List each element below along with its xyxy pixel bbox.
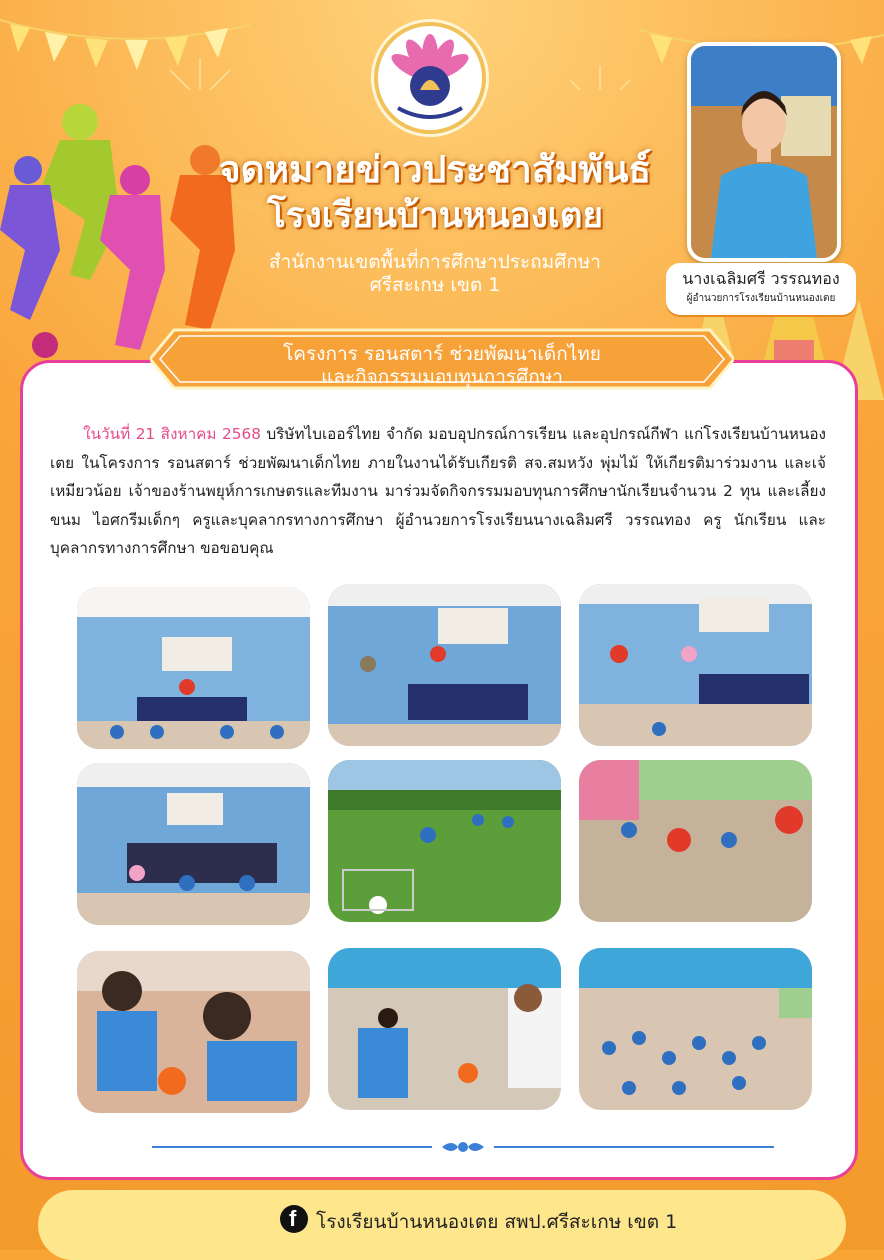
gallery-photo	[579, 760, 812, 922]
gallery-photo	[77, 951, 310, 1113]
divider-ornament	[152, 1137, 774, 1157]
director-nametag	[666, 263, 856, 315]
school-logo	[374, 22, 486, 134]
office-district: ศรีสะเกษ เขต 1	[369, 274, 501, 296]
gallery-photo	[77, 587, 310, 749]
facebook-icon[interactable]: f	[280, 1205, 308, 1233]
newsletter-title: จดหมายข่าวประชาสัมพันธ์	[218, 148, 652, 191]
director-name: นางเฉลิมศรี วรรณทอง	[682, 269, 840, 288]
gallery-photo	[579, 584, 812, 746]
office-name: สำนักงานเขตพื้นที่การศึกษาประถมศึกษา	[269, 251, 601, 273]
gallery-photo	[328, 948, 561, 1110]
project-title: โครงการ รอนสตาร์ ช่วยพัฒนาเด็กไทย	[283, 343, 601, 365]
project-subtitle: และกิจกรรมมอบทุนการศึกษา	[321, 366, 563, 388]
gallery-photo	[77, 763, 310, 925]
gallery-photo	[579, 948, 812, 1110]
school-name: โรงเรียนบ้านหนองเตย	[267, 196, 603, 236]
facebook-page-link[interactable]: โรงเรียนบ้านหนองเตย สพป.ศรีสะเกษ เขต 1	[316, 1211, 678, 1233]
news-text: บริษัทไบเออร์ไทย จำกัด มอบอุปกรณ์การเรียน และอุปกรณ์กีฬา แก่โรงเรียนบ้านหนองเตย ในโครงการ รอนสตาร์ ช่วยพัฒนาเด็กไทย ภายในงานได้รับเกียรติ สจ.สมหวัง พุ่มไม้ ให้เกียรติมาร่วมงาน และเจ้เหมียวน้อย เจ้าของร้านพยุห์การเกษตรและทีมงาน มาร่วมจัดกิจกรรมมอบทุนการศึกษานักเรียนจำนวน 2 ทุน และเลี้ยง ขนม ไอศกรีมเด็กๆ ครูและบุคลากรทางการศึกษา ผู้อำนวยการโรงเรียนนางเฉลิมศรี วรรณทอง ครู นักเรียน และบุคลากรทางการศึกษา ขอขอบคุณ	[50, 425, 826, 557]
director-photo	[687, 42, 841, 262]
gallery-photo	[328, 584, 561, 746]
news-paragraph	[50, 420, 826, 563]
director-position: ผู้อำนวยการโรงเรียนบ้านหนองเตย	[686, 293, 836, 304]
event-date: ในวันที่ 21 สิงหาคม 2568	[83, 425, 261, 443]
gallery-photo	[328, 760, 561, 922]
